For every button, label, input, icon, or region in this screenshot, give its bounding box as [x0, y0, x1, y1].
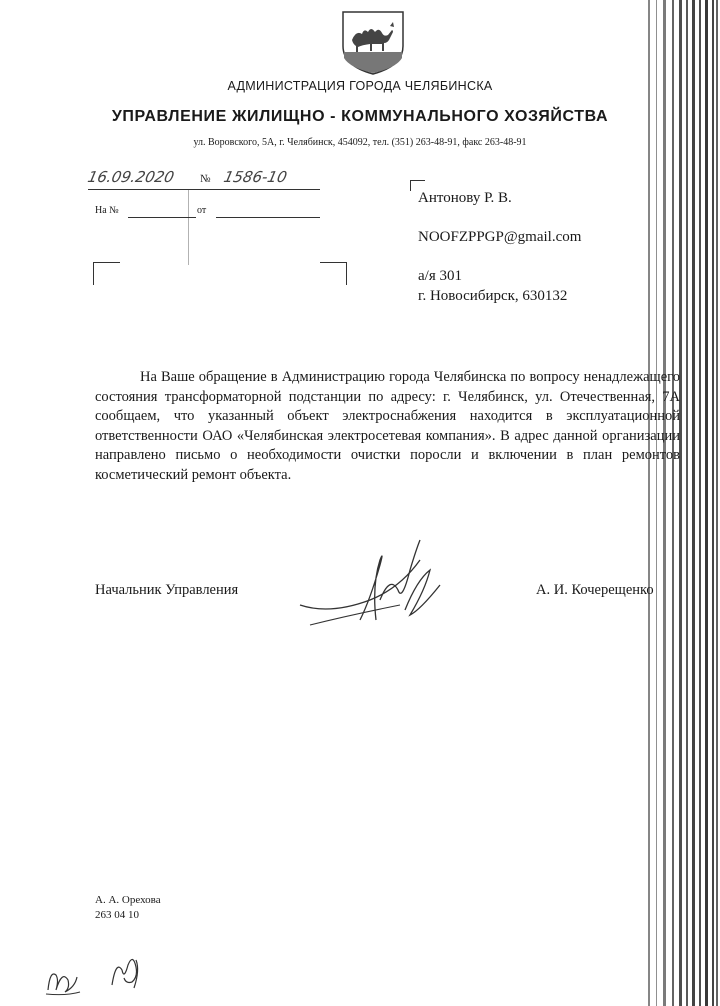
scan-artifact-stripe	[648, 0, 650, 1006]
executor-name: А. А. Орехова	[95, 894, 161, 906]
handwritten-initials-mark	[40, 950, 160, 1000]
scan-artifact-stripe	[663, 0, 666, 1006]
chelyabinsk-coat-of-arms-camel-icon	[338, 8, 408, 78]
scan-artifact-stripe	[686, 0, 688, 1006]
scan-artifact-stripe	[705, 0, 708, 1006]
body-paragraph: На Ваше обращение в Администрацию города Челябинска по вопросу ненадлежащего состояния трансформаторной подстанции по адресу: г. Челябинск, ул. Отечественная, 7А сообщаем, что указанный объект электроснабжения находится в эксплуатационной ответственности ОАО «Челябинская электросетевая компания». В адрес данной организации направлено письмо о необходимости очистки поросли и включении в план ремонтов косметический ремонт объекта.	[95, 369, 680, 483]
scan-artifact-stripe	[188, 190, 189, 265]
outgoing-number: 1586-10	[222, 168, 289, 186]
outgoing-date: 16.09.2020	[86, 168, 176, 186]
recipient-name: Антонову Р. В.	[418, 190, 512, 206]
outgoing-number-label: №	[200, 173, 211, 185]
scan-artifact-stripe	[679, 0, 682, 1006]
reference-number-underline	[128, 217, 196, 218]
reference-number-label: На №	[95, 205, 119, 216]
reference-date-label: от	[197, 205, 207, 216]
reference-date-underline	[216, 217, 320, 218]
outgoing-underline	[88, 189, 320, 190]
recipient-city: г. Новосибирск, 630132	[418, 288, 568, 304]
scan-artifact-stripe	[712, 0, 714, 1006]
scan-artifact-stripe	[716, 0, 718, 1006]
scan-artifact-stripe	[672, 0, 674, 1006]
scan-artifact-stripe	[699, 0, 701, 1006]
handwritten-signature	[290, 525, 460, 645]
executor-phone: 263 04 10	[95, 909, 139, 921]
signer-title: Начальник Управления	[95, 582, 239, 598]
recipient-email: NOOFZPPGP@gmail.com	[418, 229, 582, 245]
corner-mark	[93, 262, 120, 285]
corner-mark	[320, 262, 347, 285]
signer-name: А. И. Кочерещенко	[536, 582, 654, 598]
department-name: УПРАВЛЕНИЕ ЖИЛИЩНО - КОММУНАЛЬНОГО ХОЗЯЙСТВА	[111, 108, 609, 125]
letter-body	[95, 368, 680, 485]
department-address: ул. Воровского, 5А, г. Челябинск, 454092, тел. (351) 263-48-91, факс 263-48-91	[193, 137, 527, 148]
recipient-po-box: а/я 301	[418, 268, 462, 284]
scan-artifact-stripe	[692, 0, 695, 1006]
administration-name: АДМИНИСТРАЦИЯ ГОРОДА ЧЕЛЯБИНСКА	[227, 79, 493, 93]
scan-artifact-stripe	[656, 0, 657, 1006]
